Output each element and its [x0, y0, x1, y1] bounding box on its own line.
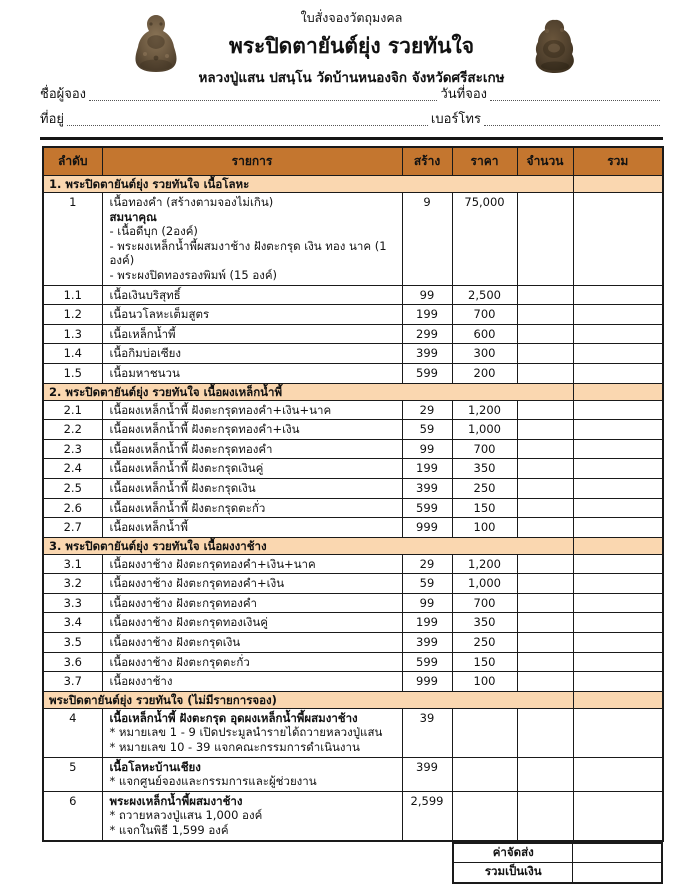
document-header [40, 6, 663, 86]
table-row [43, 439, 663, 459]
desc-line: * ถวายหลวงปู่แสน 1,000 องค์ [109, 808, 263, 823]
cell-total [573, 498, 663, 518]
cell-no: 1 [43, 193, 102, 286]
desc-line: - พระผงเหล็กน้ำพี้ผสมงาช้าง ฝังตะกรุด เงิน ทอง นาค (1 องค์) [109, 238, 387, 268]
cell-price: 600 [452, 324, 517, 344]
cell-no: 5 [43, 757, 102, 791]
desc-line: เนื้อเหล็กน้ำพี้ [109, 326, 176, 341]
subtitle: หลวงปู่แสน ปสนฺโน วัดบ้านหนองจิก จังหวัดศรีสะเกษ [198, 70, 505, 86]
column-header-made: สร้าง [402, 147, 452, 176]
column-header-total: รวม [573, 147, 663, 176]
cell-no: 2.3 [43, 439, 102, 459]
cell-price: 700 [452, 305, 517, 325]
desc-line: เนื้อผงงาช้าง ฝังตะกรุดทองคำ [109, 595, 258, 610]
cell-no: 1.2 [43, 305, 102, 325]
desc-line: เนื้อกิมบ่อเซียง [109, 346, 182, 361]
cell-price: 200 [452, 363, 517, 383]
cell-total [573, 633, 663, 653]
cell-price: 100 [452, 518, 517, 538]
cell-total [573, 791, 663, 840]
shipping-row [453, 843, 662, 863]
section-tail-cell [573, 537, 663, 554]
cell-desc [102, 344, 402, 364]
cell-desc [102, 593, 402, 613]
cell-qty [517, 459, 573, 479]
table-row [43, 791, 663, 840]
table-row [43, 305, 663, 325]
cell-made: 39 [402, 708, 452, 757]
cell-no: 2.4 [43, 459, 102, 479]
section-row [43, 176, 663, 193]
cell-price: 250 [452, 478, 517, 498]
cell-desc [102, 613, 402, 633]
cell-price [452, 757, 517, 791]
cell-total [573, 344, 663, 364]
desc-line: เนื้อผงเหล็กน้ำพี้ ฝังตะกรุดทองคำ+เงิน [109, 422, 300, 437]
summary-table [452, 842, 663, 884]
cell-total [573, 363, 663, 383]
cell-qty [517, 633, 573, 653]
section-label: 3. พระปิดตายันต์ยุ่ง รวยทันใจ เนื้อผงงาช้าง [43, 537, 573, 554]
cell-qty [517, 420, 573, 440]
cell-price [452, 791, 517, 840]
table-row [43, 518, 663, 538]
cell-total [573, 305, 663, 325]
header-divider-line [40, 137, 663, 140]
name-label: ชื่อผู้จอง [40, 87, 87, 102]
desc-line: เนื้อผงเหล็กน้ำพี้ ฝังตะกรุดเงินคู่ [109, 461, 264, 476]
cell-made: 399 [402, 344, 452, 364]
phone-label: เบอร์โทร [430, 112, 481, 127]
cell-qty [517, 305, 573, 325]
cell-no: 3.4 [43, 613, 102, 633]
cell-desc [102, 672, 402, 692]
cell-desc [102, 478, 402, 498]
cell-qty [517, 324, 573, 344]
main-title: พระปิดตายันต์ยุ่ง รวยทันใจ [228, 34, 475, 58]
desc-line: เนื้อผงเหล็กน้ำพี้ ฝังตะกรุดตะกั่ว [109, 500, 266, 515]
cell-made: 2,599 [402, 791, 452, 840]
section-row [43, 537, 663, 554]
cell-total [573, 285, 663, 305]
section-row [43, 383, 663, 400]
shipping-label: ค่าจัดส่ง [453, 843, 573, 863]
cell-desc [102, 757, 402, 791]
desc-line: เนื้อทองคำ (สร้างตามจองไม่เกิน) [109, 195, 274, 209]
column-header-qty: จำนวน [517, 147, 573, 176]
cell-no: 3.2 [43, 574, 102, 594]
section-label: 2. พระปิดตายันต์ยุ่ง รวยทันใจ เนื้อผงเหล็กน้ำพี้ [43, 383, 573, 400]
cell-price: 350 [452, 613, 517, 633]
phone-fill-line [484, 125, 660, 126]
cell-made: 99 [402, 593, 452, 613]
cell-price: 150 [452, 498, 517, 518]
column-header-price: ราคา [452, 147, 517, 176]
table-row [43, 344, 663, 364]
cell-qty [517, 518, 573, 538]
cell-qty [517, 708, 573, 757]
table-row [43, 708, 663, 757]
cell-total [573, 459, 663, 479]
table-row [43, 672, 663, 692]
cell-no: 2.6 [43, 498, 102, 518]
cell-total [573, 400, 663, 420]
desc-line: - เนื้อดีบุก (2องค์) [109, 224, 198, 239]
table-row [43, 498, 663, 518]
name-fill-line [89, 100, 437, 101]
cell-made: 999 [402, 518, 452, 538]
cell-total [573, 574, 663, 594]
cell-made: 99 [402, 285, 452, 305]
section-tail-cell [573, 383, 663, 400]
table-row [43, 652, 663, 672]
cell-made: 599 [402, 363, 452, 383]
cell-no: 2.5 [43, 478, 102, 498]
table-row [43, 324, 663, 344]
cell-made: 399 [402, 633, 452, 653]
cell-total [573, 439, 663, 459]
cell-made: 999 [402, 672, 452, 692]
cell-desc [102, 459, 402, 479]
cell-desc [102, 305, 402, 325]
table-row [43, 574, 663, 594]
cell-desc [102, 652, 402, 672]
cell-desc [102, 400, 402, 420]
cell-qty [517, 574, 573, 594]
cell-no: 1.1 [43, 285, 102, 305]
cell-total [573, 757, 663, 791]
cell-qty [517, 400, 573, 420]
section-label: 1. พระปิดตายันต์ยุ่ง รวยทันใจ เนื้อโลหะ [43, 176, 573, 193]
cell-made: 399 [402, 757, 452, 791]
cell-no: 1.5 [43, 363, 102, 383]
cell-qty [517, 439, 573, 459]
cell-made: 29 [402, 400, 452, 420]
cell-total [573, 554, 663, 574]
form-title: ใบสั่งจองวัตถุมงคล [300, 10, 403, 25]
cell-desc [102, 363, 402, 383]
desc-line: * หมายเลข 1 - 9 เปิดประมูลนำรายได้ถวายหลวงปู่แสน [109, 725, 383, 740]
cell-made: 599 [402, 498, 452, 518]
desc-line: เนื้อผงงาช้าง ฝังตะกรุดทองคำ+เงิน+นาค [109, 556, 316, 571]
table-row [43, 554, 663, 574]
cell-made: 9 [402, 193, 452, 286]
cell-price: 75,000 [452, 193, 517, 286]
cell-qty [517, 652, 573, 672]
cell-price: 350 [452, 459, 517, 479]
cell-desc [102, 439, 402, 459]
grand-total-value [573, 863, 662, 883]
cell-total [573, 420, 663, 440]
grand-total-label: รวมเป็นเงิน [453, 863, 573, 883]
section-tail-cell [573, 691, 663, 708]
table-row [43, 593, 663, 613]
cell-price: 300 [452, 344, 517, 364]
desc-line: เนื้อผงเหล็กน้ำพี้ [109, 520, 188, 535]
desc-line: เนื้อเงินบริสุทธิ์ [109, 287, 181, 302]
cell-price: 100 [452, 672, 517, 692]
column-header-row [43, 147, 663, 176]
cell-no: 1.3 [43, 324, 102, 344]
cell-total [573, 518, 663, 538]
desc-line: พระผงเหล็กน้ำพี้ผสมงาช้าง [109, 793, 243, 808]
date-label: วันที่จอง [440, 87, 488, 102]
desc-line: - พระผงปิดทองรองพิมพ์ (15 องค์) [109, 267, 278, 282]
desc-line: เนื้อผงงาช้าง ฝังตะกรุดตะกั่ว [109, 654, 250, 669]
desc-line: เนื้อโลหะบ้านเชียง [109, 759, 201, 774]
cell-qty [517, 672, 573, 692]
cell-price: 1,200 [452, 400, 517, 420]
cell-no: 2.2 [43, 420, 102, 440]
cell-price: 150 [452, 652, 517, 672]
cell-price: 1,000 [452, 574, 517, 594]
cell-qty [517, 498, 573, 518]
cell-desc [102, 193, 402, 286]
cell-qty [517, 613, 573, 633]
cell-qty [517, 285, 573, 305]
cell-no: 6 [43, 791, 102, 840]
table-row [43, 193, 663, 286]
cell-price: 700 [452, 439, 517, 459]
desc-line: เนื้อผงเหล็กน้ำพี้ ฝังตะกรุดเงิน [109, 480, 256, 495]
cell-total [573, 193, 663, 286]
cell-made: 199 [402, 613, 452, 633]
cell-desc [102, 518, 402, 538]
cell-price: 700 [452, 593, 517, 613]
table-row [43, 459, 663, 479]
address-fill-line [67, 125, 428, 126]
cell-desc [102, 285, 402, 305]
cell-made: 59 [402, 574, 452, 594]
section-row [43, 691, 663, 708]
cell-no: 2.7 [43, 518, 102, 538]
desc-line: สมนาคุณ [109, 209, 157, 224]
cell-made: 399 [402, 478, 452, 498]
cell-made: 599 [402, 652, 452, 672]
cell-desc [102, 554, 402, 574]
cell-price [452, 708, 517, 757]
order-table [42, 146, 664, 842]
cell-price: 2,500 [452, 285, 517, 305]
cell-qty [517, 554, 573, 574]
cell-qty [517, 478, 573, 498]
table-row [43, 478, 663, 498]
order-table-body [43, 176, 663, 841]
cell-no: 3.5 [43, 633, 102, 653]
desc-line: เนื้อผงงาช้าง ฝังตะกรุดเงิน [109, 635, 241, 650]
column-header-item: รายการ [102, 147, 402, 176]
cell-desc [102, 633, 402, 653]
cell-qty [517, 363, 573, 383]
cell-made: 29 [402, 554, 452, 574]
section-tail-cell [573, 176, 663, 193]
desc-line: เนื้อผงงาช้าง ฝังตะกรุดทองคำ+เงิน [109, 576, 285, 591]
amulet-front-photo [130, 12, 182, 74]
cell-price: 250 [452, 633, 517, 653]
cell-qty [517, 791, 573, 840]
cell-qty [517, 757, 573, 791]
cell-made: 199 [402, 305, 452, 325]
table-row [43, 613, 663, 633]
cell-made: 99 [402, 439, 452, 459]
cell-no: 3.1 [43, 554, 102, 574]
desc-line: เนื้อผงเหล็กน้ำพี้ ฝังตะกรุดทองคำ [109, 441, 273, 456]
desc-line: เนื้อนวโลหะเต็มสูตร [109, 307, 210, 322]
cell-desc [102, 708, 402, 757]
desc-line: เนื้อเหล็กน้ำพี้ ฝังตะกรุด อุดผงเหล็กน้ำพี้ผสมงาช้าง [109, 710, 358, 725]
desc-line: * แจกในพิธี 1,599 องค์ [109, 823, 229, 837]
table-row [43, 757, 663, 791]
table-row [43, 363, 663, 383]
cell-total [573, 652, 663, 672]
cell-desc [102, 498, 402, 518]
cell-total [573, 324, 663, 344]
cell-total [573, 613, 663, 633]
table-row [43, 400, 663, 420]
shipping-value [573, 843, 662, 863]
cell-no: 3.6 [43, 652, 102, 672]
cell-total [573, 593, 663, 613]
cell-price: 1,000 [452, 420, 517, 440]
cell-desc [102, 574, 402, 594]
table-row [43, 285, 663, 305]
cell-made: 199 [402, 459, 452, 479]
cell-no: 4 [43, 708, 102, 757]
table-row [43, 420, 663, 440]
cell-qty [517, 593, 573, 613]
address-label: ที่อยู่ [40, 112, 64, 127]
desc-line: เนื้อผงงาช้าง [109, 674, 173, 689]
cell-qty [517, 344, 573, 364]
grand-total-row [453, 863, 662, 883]
amulet-back-photo [529, 17, 581, 74]
desc-line: เนื้อมหาชนวน [109, 365, 180, 380]
cell-no: 3.3 [43, 593, 102, 613]
form-row-address-phone [40, 105, 663, 130]
column-header-no: ลำดับ [43, 147, 102, 176]
cell-made: 299 [402, 324, 452, 344]
cell-price: 1,200 [452, 554, 517, 574]
desc-line: * หมายเลข 10 - 39 แจกคณะกรรมการดำเนินงาน [109, 740, 360, 755]
desc-line: เนื้อผงงาช้าง ฝังตะกรุดทองเงินคู่ [109, 615, 268, 630]
cell-total [573, 672, 663, 692]
cell-no: 2.1 [43, 400, 102, 420]
cell-qty [517, 193, 573, 286]
order-table-head [43, 147, 663, 176]
cell-made: 59 [402, 420, 452, 440]
date-fill-line [490, 100, 660, 101]
cell-desc [102, 420, 402, 440]
cell-no: 3.7 [43, 672, 102, 692]
cell-desc [102, 324, 402, 344]
cell-desc [102, 791, 402, 840]
cell-total [573, 708, 663, 757]
cell-total [573, 478, 663, 498]
section-label: พระปิดตายันต์ยุ่ง รวยทันใจ (ไม่มีรายการจอง) [43, 691, 573, 708]
cell-no: 1.4 [43, 344, 102, 364]
desc-line: เนื้อผงเหล็กน้ำพี้ ฝังตะกรุดทองคำ+เงิน+นาค [109, 402, 332, 417]
table-row [43, 633, 663, 653]
desc-line: * แจกศูนย์จองและกรรมการและผู้ช่วยงาน [109, 774, 317, 789]
